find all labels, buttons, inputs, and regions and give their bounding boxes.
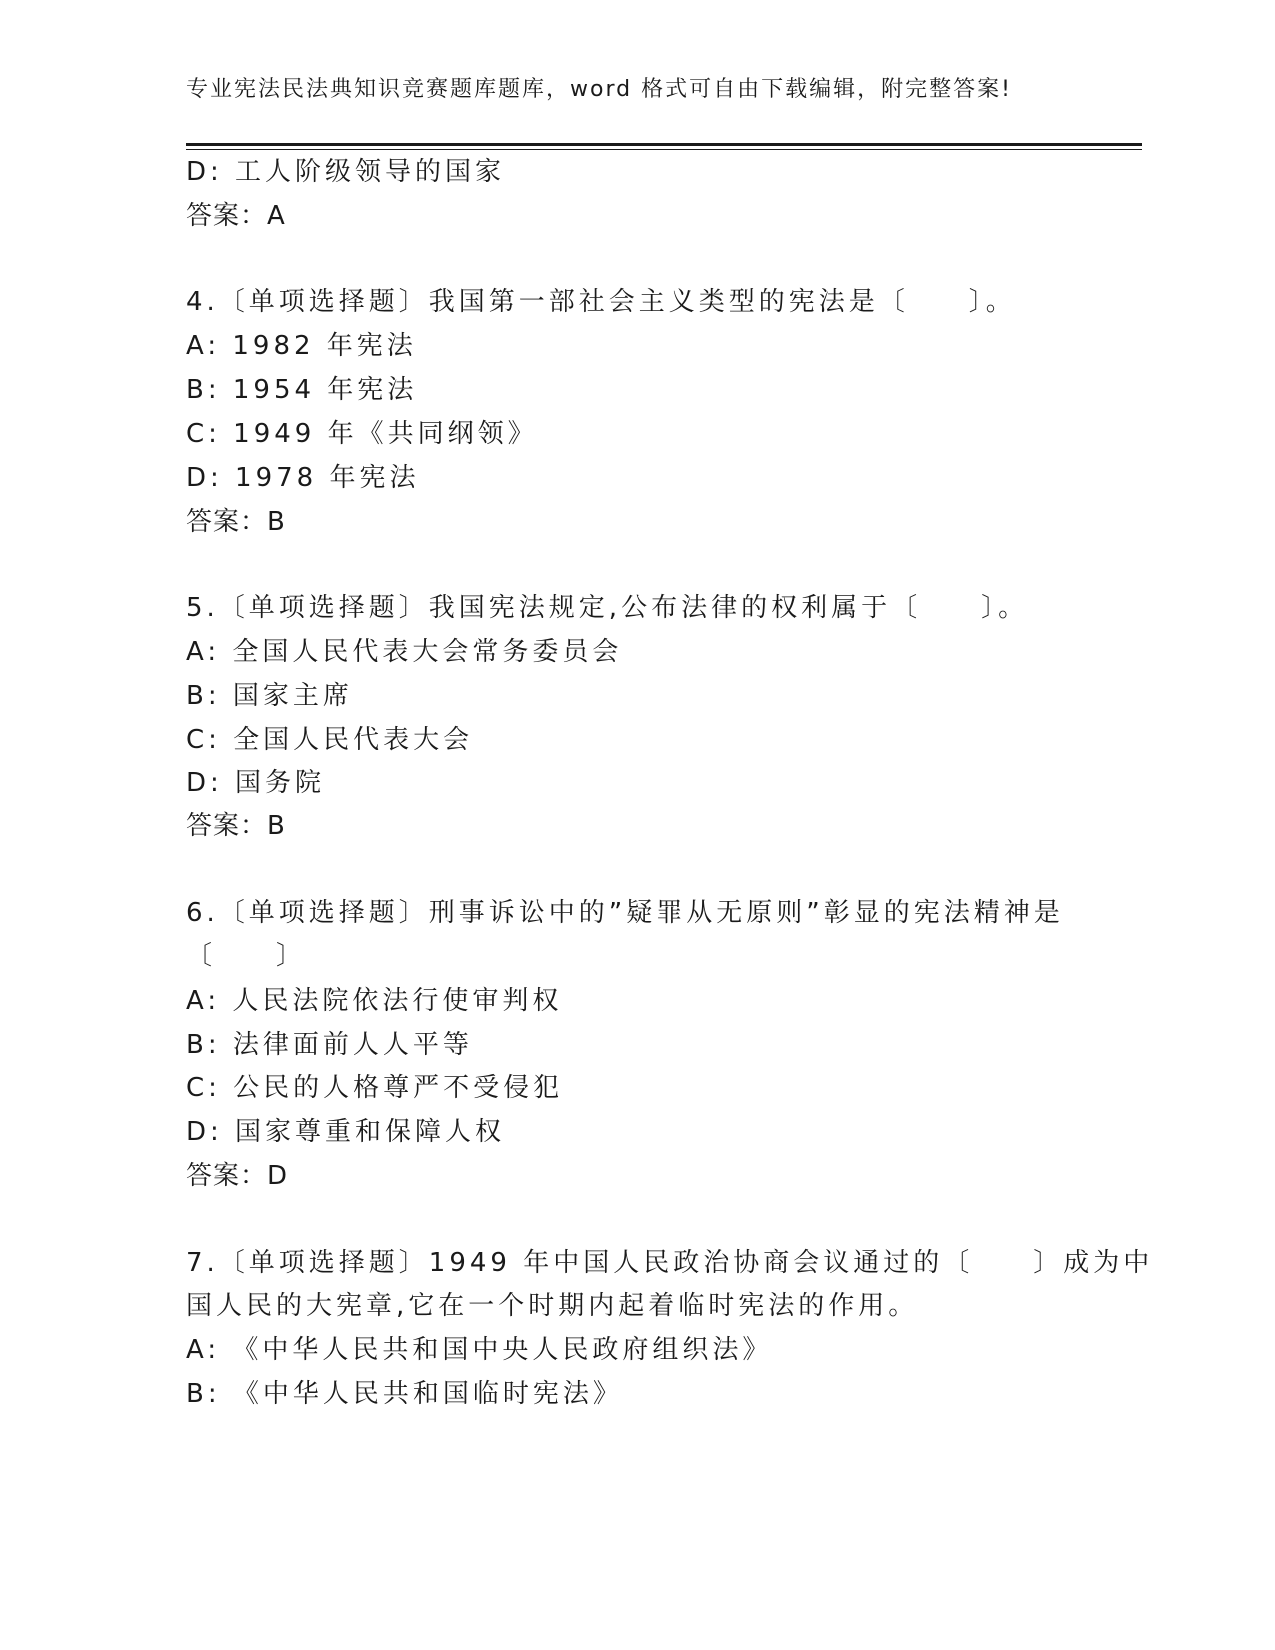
q6-option-b: B: 法律面前人人平等 [186,1030,473,1060]
q4-option-d: D: 1978 年宪法 [186,463,420,493]
q6-option-d: D: 国家尊重和保障人权 [186,1117,506,1147]
q6-option-c: C: 公民的人格尊严不受侵犯 [186,1073,564,1103]
q5-answer: 答案：B [186,811,286,841]
q7-stem-line1: 7.〔单项选择题〕1949 年中国人民政治协商会议通过的〔 〕成为中 [186,1248,1154,1278]
q6-option-a: A: 人民法院依法行使审判权 [186,986,563,1016]
q5-option-d: D: 国务院 [186,768,326,798]
q7-stem-line2: 国人民的大宪章,它在一个时期内起着临时宪法的作用。 [186,1291,919,1321]
q6-answer: 答案：D [186,1161,289,1191]
page-header: 专业宪法民法典知识竞赛题库题库，word 格式可自由下载编辑，附完整答案! [186,77,1012,102]
q6-stem-line1: 6.〔单项选择题〕刑事诉讼中的”疑罪从无原则”彰显的宪法精神是 [186,898,1064,928]
q7-option-b: B: 《中华人民共和国临时宪法》 [186,1379,623,1409]
q5-stem: 5.〔单项选择题〕我国宪法规定,公布法律的权利属于〔 〕。 [186,593,1029,623]
q5-option-a: A: 全国人民代表大会常务委员会 [186,637,623,667]
header-rule-thin [186,149,1142,150]
q4-option-c: C: 1949 年《共同纲领》 [186,419,538,449]
header-rule-thick [186,143,1142,146]
q4-option-b: B: 1954 年宪法 [186,375,418,405]
q4-option-a: A: 1982 年宪法 [186,331,417,361]
q5-option-c: C: 全国人民代表大会 [186,725,474,755]
q4-answer: 答案：B [186,507,286,537]
q5-option-b: B: 国家主席 [186,681,353,711]
q3-option-d: D: 工人阶级领导的国家 [186,157,506,187]
q6-stem-line2: 〔 〕 [186,941,307,971]
q4-stem: 4.〔单项选择题〕我国第一部社会主义类型的宪法是〔 〕。 [186,287,1016,317]
q7-option-a: A: 《中华人民共和国中央人民政府组织法》 [186,1335,773,1365]
q3-answer: 答案：A [186,201,286,231]
